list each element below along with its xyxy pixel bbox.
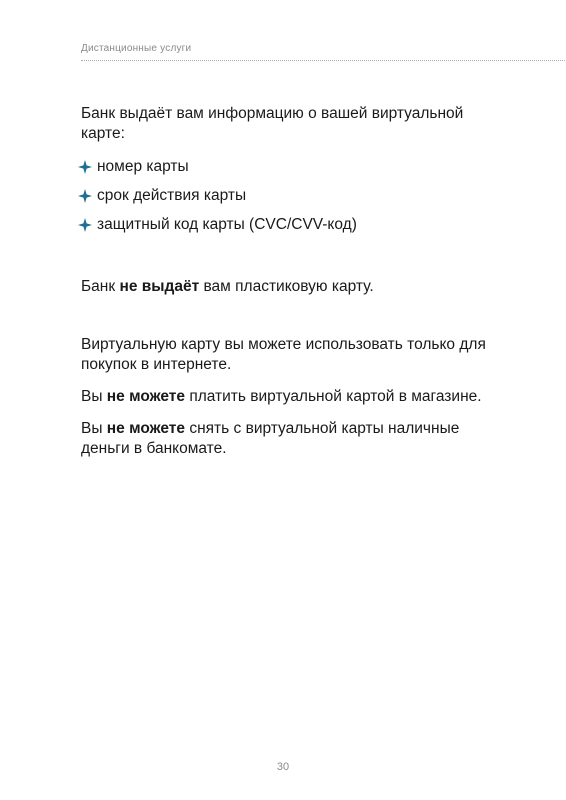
emphasis-text: не выдаёт	[119, 278, 200, 295]
four-point-star-icon	[78, 160, 92, 174]
statement-text: Вы	[81, 420, 107, 437]
emphasis-text: не можете	[106, 420, 186, 437]
emphasis-text: не можете	[106, 388, 186, 405]
no-store-payment-paragraph	[81, 387, 501, 407]
statement-text: вам пластиковую карту.	[199, 278, 374, 295]
page-content	[81, 104, 501, 459]
no-cash-withdrawal-paragraph	[81, 419, 501, 459]
four-point-star-icon	[78, 189, 92, 203]
header-divider	[81, 60, 565, 61]
list-item	[81, 181, 501, 210]
card-info-list	[81, 152, 501, 239]
list-item	[81, 210, 501, 239]
statement-text: снять с виртуальной карты наличные деньги в банкомате.	[81, 420, 460, 457]
online-only-paragraph: Виртуальную карту вы можете использовать только для покупок в интернете.	[81, 336, 486, 373]
statement-text: платить виртуальной картой в магазине.	[185, 388, 482, 405]
no-plastic-card-paragraph	[81, 277, 501, 297]
section-title: Дистанционные услуги	[81, 43, 192, 54]
page-header	[81, 43, 565, 61]
statement-text: Банк	[81, 278, 120, 295]
list-item-label: срок действия карты	[97, 186, 247, 204]
statement-text: Вы	[81, 388, 107, 405]
list-item-label: номер карты	[97, 157, 189, 175]
page-number: 30	[276, 761, 290, 773]
four-point-star-icon	[78, 218, 92, 232]
list-item	[81, 152, 501, 181]
list-item-label: защитный код карты (CVC/CVV-код)	[97, 215, 357, 233]
intro-paragraph: Банк выдаёт вам информацию о вашей виртуальной карте:	[81, 105, 464, 142]
